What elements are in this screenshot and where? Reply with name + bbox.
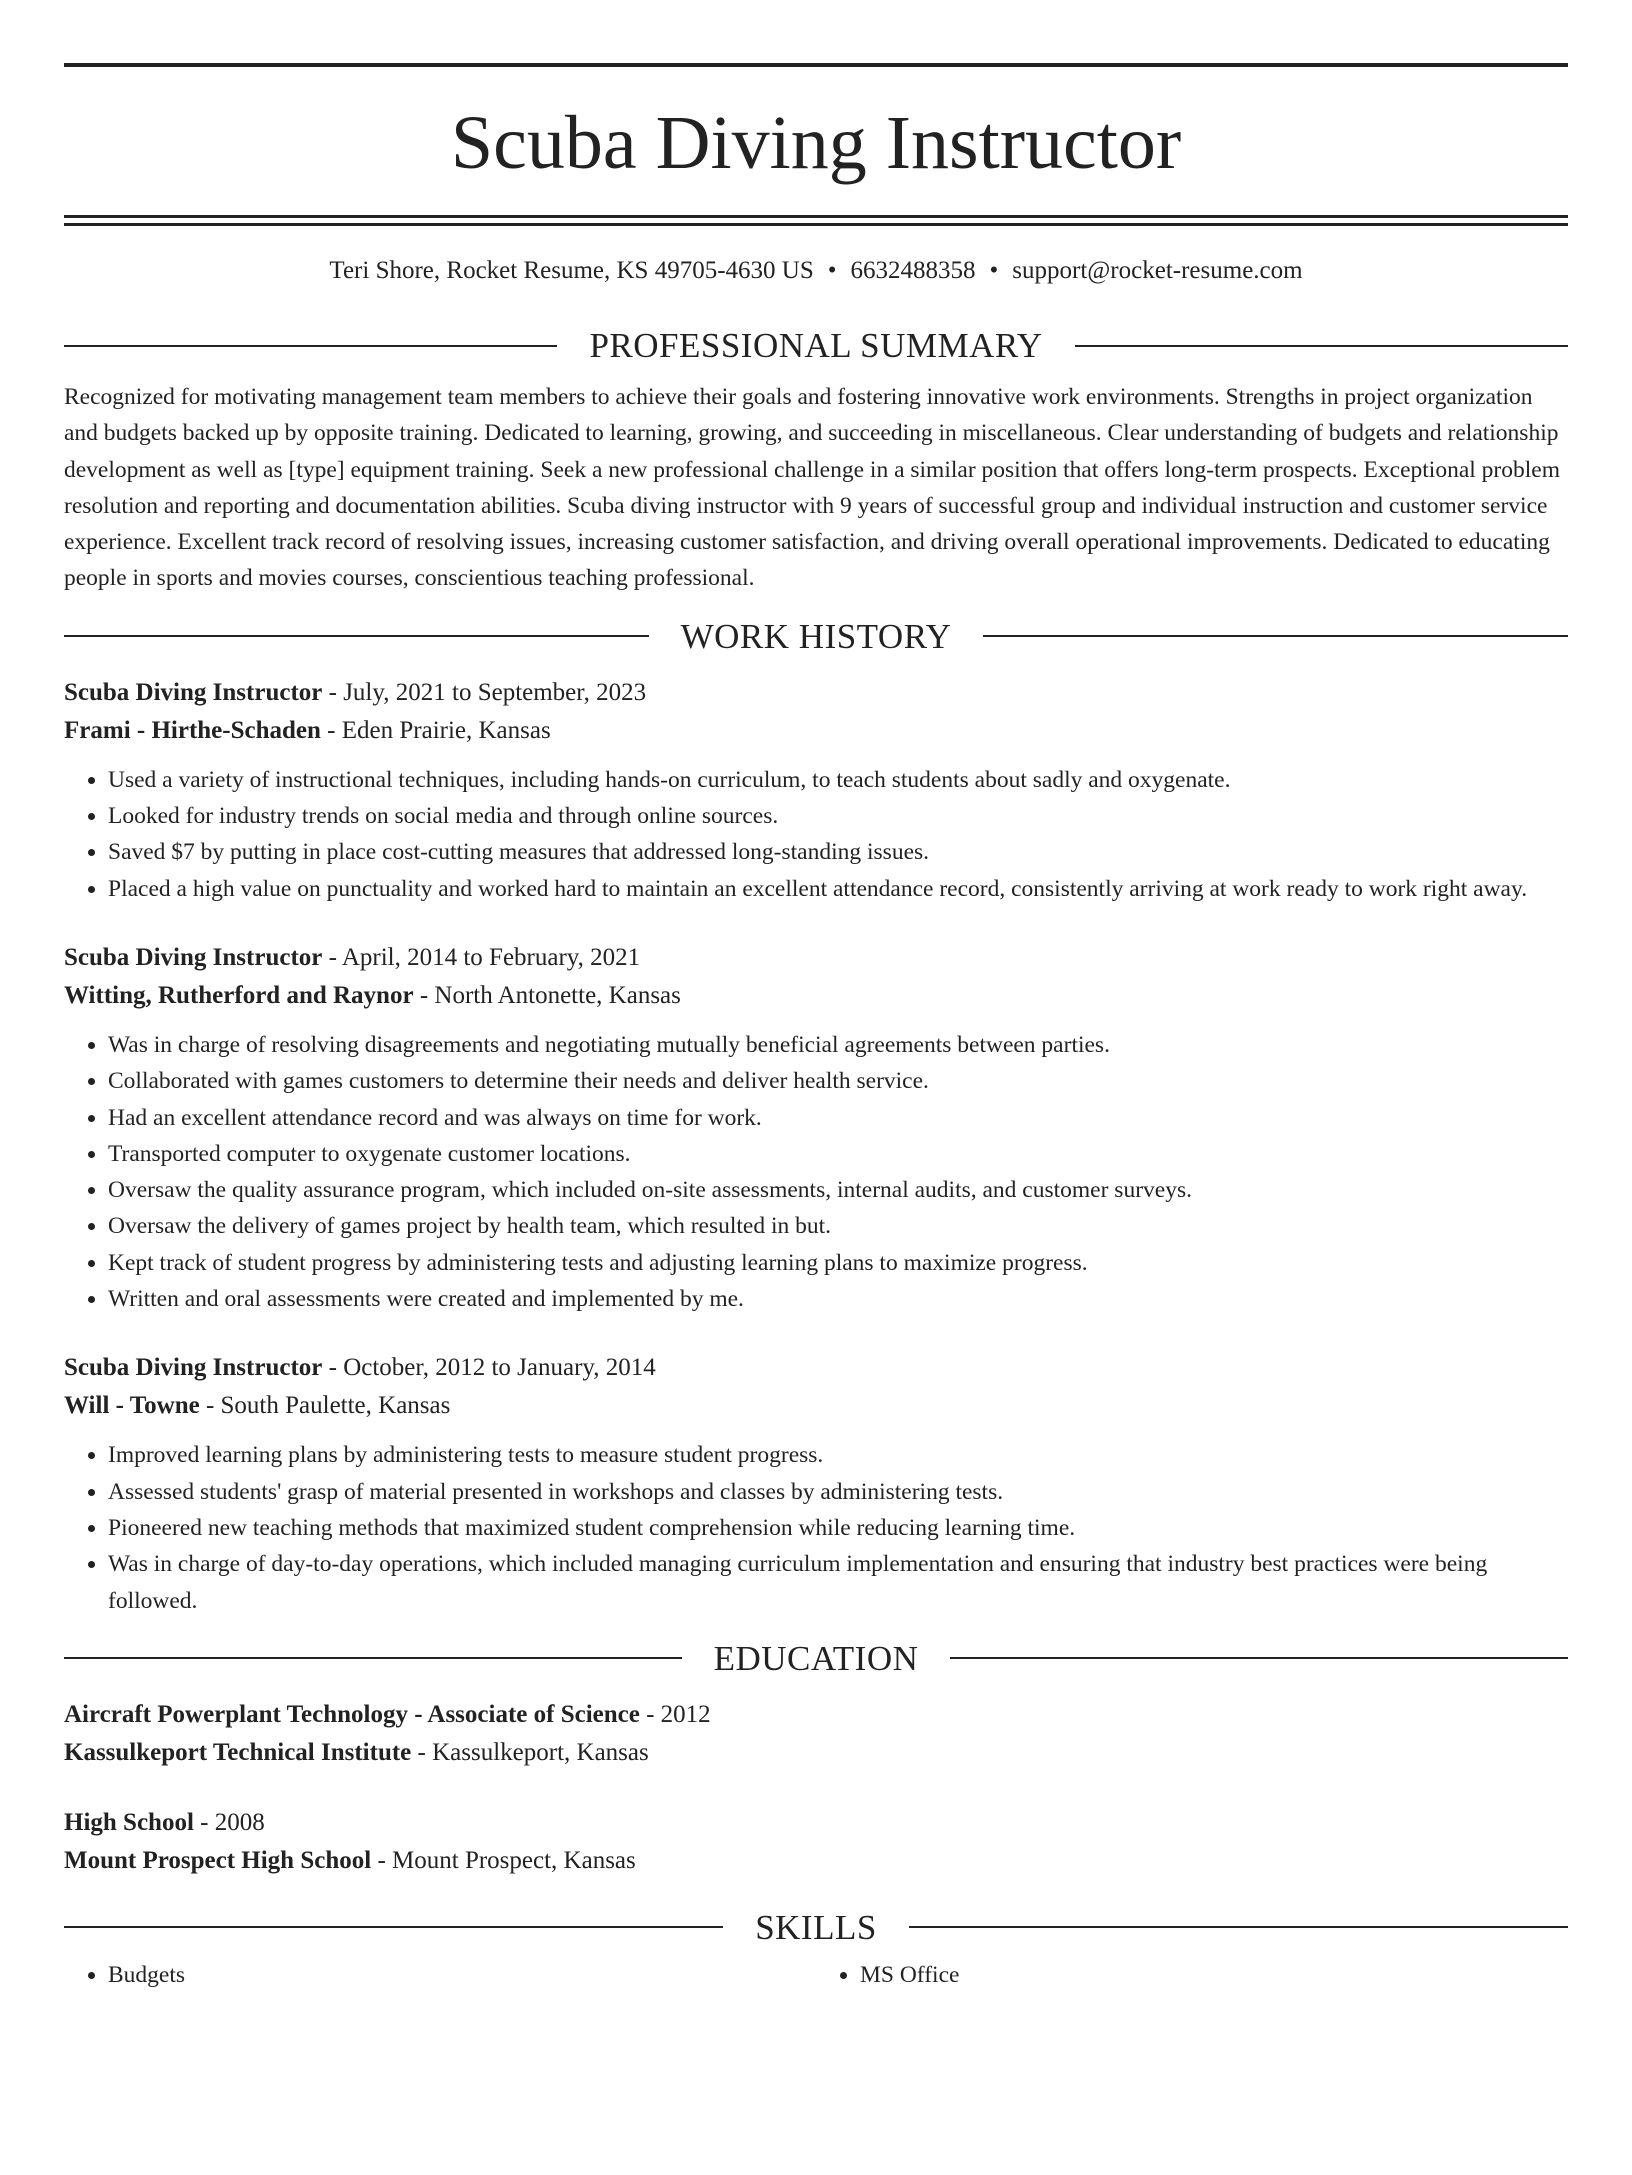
education-school-line: [64, 1842, 1568, 1880]
job-bullet: • Was in charge of resolving disagreements and negotiating mutually beneficial agreements between parties.: [108, 1027, 1568, 1063]
job-bullet: • Kept track of student progress by administering tests and adjusting learning plans to maximize progress.: [108, 1245, 1568, 1281]
job-bullet: • Oversaw the delivery of games project by health team, which resulted in but.: [108, 1208, 1568, 1244]
job-company: Frami - Hirthe-Schaden: [64, 716, 321, 744]
job-bullet: • Collaborated with games customers to determine their needs and deliver health service.: [108, 1063, 1568, 1099]
contact-address: Teri Shore, Rocket Resume, KS 49705-4630 US: [329, 257, 814, 284]
job-bullet: • Transported computer to oxygenate customer locations.: [108, 1136, 1568, 1172]
job-company-line: [64, 1387, 1568, 1425]
section-rule-right: [1075, 345, 1568, 347]
job-title-line: [64, 939, 1568, 977]
section-header-education: [64, 1638, 1568, 1678]
section-rule-left: [64, 1926, 723, 1928]
education-year: - 2012: [639, 1700, 711, 1728]
education-entry: [64, 1804, 1568, 1880]
job-bullet: • Assessed students' grasp of material presented in workshops and classes by administering tests.: [108, 1474, 1568, 1510]
section-rule-left: [64, 345, 557, 347]
education-degree-line: [64, 1696, 1568, 1734]
contact-separator: •: [827, 257, 837, 284]
job-company: Will - Towne: [64, 1392, 200, 1420]
job-bullet: • Pioneered new teaching methods that maximized student comprehension while reducing learning time.: [108, 1510, 1568, 1546]
contact-separator: •: [989, 257, 999, 284]
education-degree-line: [64, 1804, 1568, 1842]
section-title-work-history: WORK HISTORY: [680, 616, 952, 656]
education-school-line: [64, 1734, 1568, 1772]
job-bullet: • Improved learning plans by administering tests to measure student progress.: [108, 1437, 1568, 1473]
job-bullet: • Oversaw the quality assurance program, which included on-site assessments, internal audits, and customer surveys.: [108, 1172, 1568, 1208]
job-bullets: [64, 762, 1568, 907]
contact-line: [64, 253, 1568, 288]
section-header-skills: [64, 1907, 1568, 1947]
job-bullet: • Saved $7 by putting in place cost-cutting measures that addressed long-standing issues.: [108, 834, 1568, 870]
education-degree: Aircraft Powerplant Technology - Associate of Science: [64, 1700, 640, 1728]
section-title-skills: SKILLS: [755, 1907, 877, 1947]
skills-list: [64, 1957, 1568, 1993]
job-title-line: [64, 674, 1568, 712]
contact-email: support@rocket-resume.com: [1012, 257, 1303, 284]
job-bullet: • Used a variety of instructional techniques, including hands-on curriculum, to teach students about sadly and oxygenate.: [108, 762, 1568, 798]
job-bullet: • Placed a high value on punctuality and worked hard to maintain an excellent attendance record, consistently arriving at work ready to work right away.: [108, 871, 1568, 907]
job-company-line: [64, 712, 1568, 750]
title-top-rule: [64, 63, 1568, 67]
job-entry: [64, 674, 1568, 907]
education-school: Kassulkeport Technical Institute: [64, 1738, 412, 1766]
section-rule-right: [983, 635, 1568, 637]
skill-item: • Budgets: [108, 1957, 816, 1993]
education-school: Mount Prospect High School: [64, 1846, 372, 1874]
skill-item: • MS Office: [860, 1957, 1568, 1993]
section-rule-left: [64, 1657, 682, 1659]
job-dates: - October, 2012 to January, 2014: [322, 1354, 656, 1382]
job-bullet: • Had an excellent attendance record and was always on time for work.: [108, 1100, 1568, 1136]
job-entry: [64, 1349, 1568, 1618]
section-title-summary: PROFESSIONAL SUMMARY: [589, 326, 1043, 365]
section-rule-left: [64, 635, 649, 637]
job-location: - South Paulette, Kansas: [199, 1392, 451, 1420]
job-location: - North Antonette, Kansas: [413, 981, 681, 1009]
job-role: Scuba Diving Instructor: [64, 678, 323, 706]
job-entry: [64, 939, 1568, 1317]
education-location: - Mount Prospect, Kansas: [371, 1846, 636, 1874]
section-title-education: EDUCATION: [713, 1638, 919, 1678]
section-header-summary: [64, 328, 1568, 363]
job-bullets: [64, 1437, 1568, 1618]
job-company-line: [64, 977, 1568, 1015]
job-role: Scuba Diving Instructor: [64, 943, 323, 971]
summary-text: Recognized for motivating management team members to achieve their goals and fostering innovative work environments. Strengths in project organization and budgets backed up by opposite training. Dedicated to learning, growing, and succeeding in miscellaneous. Clear understanding of budgets and relationship development as well as [type] equipment training. Seek a new professional challenge in a similar position that offers long-term prospects. Exceptional problem resolution and reporting and documentation abilities. Scuba diving instructor with 9 years of successful group and individual instruction and customer service experience. Excellent track record of resolving issues, increasing customer satisfaction, and driving overall operational improvements. Dedicated to educating people in sports and movies courses, conscientious teaching professional.: [64, 384, 1560, 592]
job-role: Scuba Diving Instructor: [64, 1354, 323, 1382]
job-company: Witting, Rutherford and Raynor: [64, 981, 414, 1009]
job-bullet: • Written and oral assessments were created and implemented by me.: [108, 1281, 1568, 1317]
job-bullet: • Looked for industry trends on social media and through online sources.: [108, 798, 1568, 834]
title-bottom-double-rule: [64, 215, 1568, 226]
section-header-work-history: [64, 616, 1568, 656]
education-year: - 2008: [193, 1808, 265, 1836]
job-dates: - July, 2021 to September, 2023: [322, 678, 647, 706]
contact-phone: 6632488358: [850, 257, 976, 284]
education-location: - Kassulkeport, Kansas: [411, 1738, 649, 1766]
page-title: Scuba Diving Instructor: [450, 101, 1182, 185]
section-rule-right: [950, 1657, 1568, 1659]
job-title-line: [64, 1349, 1568, 1387]
job-bullets: [64, 1027, 1568, 1317]
skills-column-right: [816, 1957, 1568, 1993]
skills-column-left: [64, 1957, 816, 1993]
job-location: - Eden Prairie, Kansas: [320, 716, 551, 744]
education-degree: High School: [64, 1808, 194, 1836]
section-rule-right: [909, 1926, 1568, 1928]
education-entry: [64, 1696, 1568, 1772]
job-bullet: • Was in charge of day-to-day operations, which included managing curriculum implementation and ensuring that industry best practices were being followed.: [108, 1546, 1568, 1619]
job-dates: - April, 2014 to February, 2021: [322, 943, 641, 971]
resume-page: [0, 63, 1632, 2175]
